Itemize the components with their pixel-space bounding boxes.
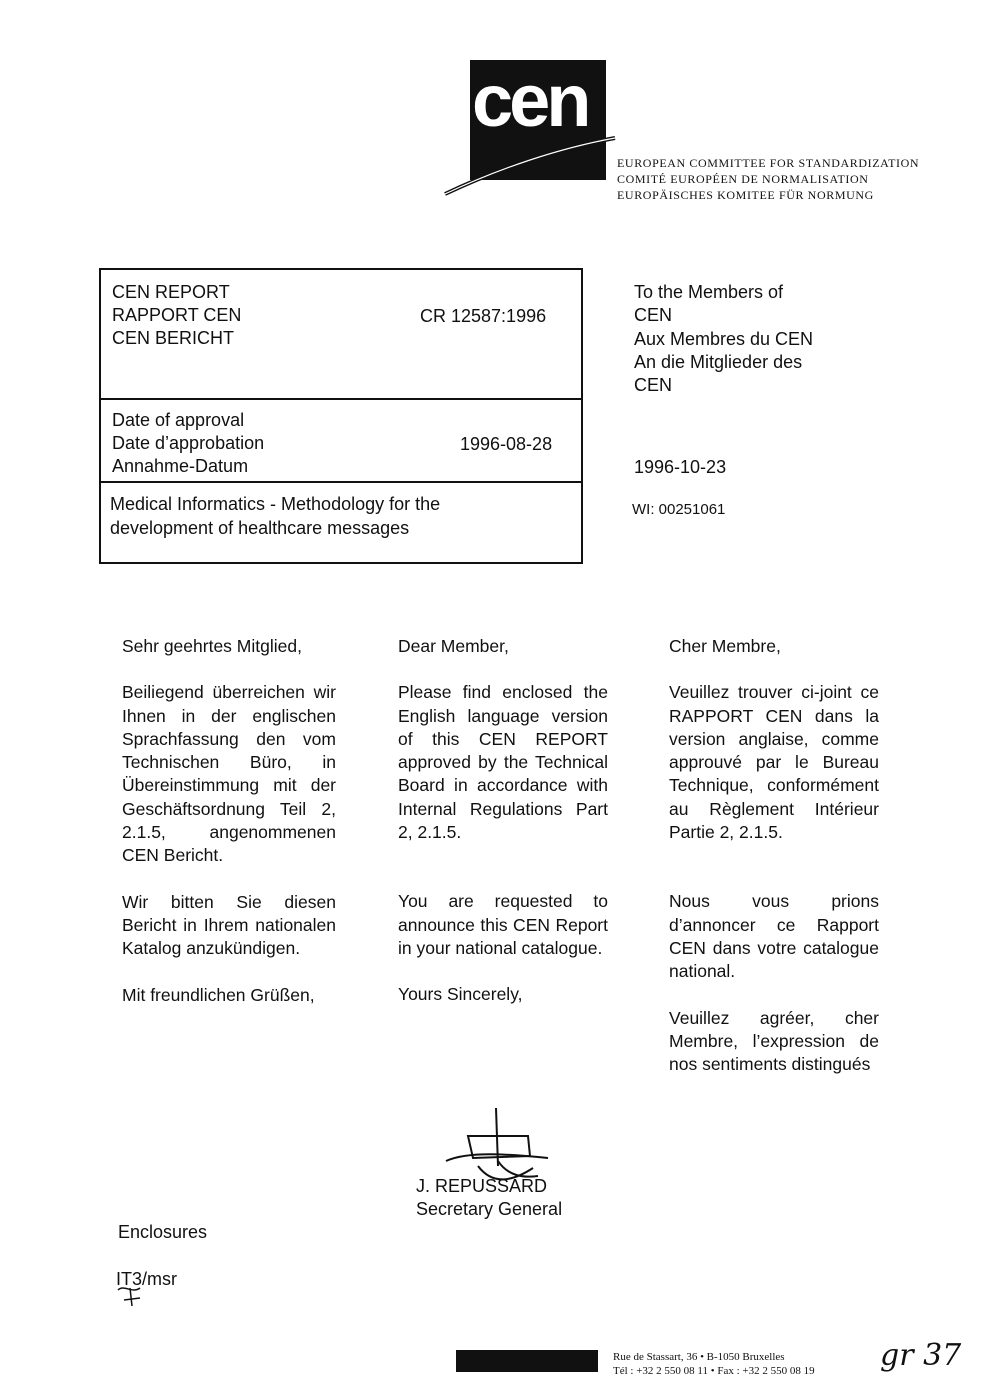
closing-fr: Veuillez agréer, cher Membre, l’expression de nos sentiments distingués xyxy=(669,1007,879,1075)
salutation-en: Dear Member, xyxy=(398,636,509,656)
paragraph1-en: Please find enclosed the English language version of this CEN REPORT approved by the Technical Board in accordance with Internal Regulations Part 2, 2.1.5. xyxy=(398,682,608,843)
signatory-name: J. REPUSSARD xyxy=(416,1176,548,1196)
paragraph2-fr: Nous vous prions d’annoncer ce Rapport CEN dans votre catalogue national. xyxy=(669,891,879,982)
footer-address: Rue de Stassart, 36 • B-1050 Bruxelles xyxy=(613,1351,785,1363)
org-name-de: EUROPÄISCHES KOMITEE FÜR NORMUNG xyxy=(617,188,874,202)
closing-en: Yours Sincerely, xyxy=(398,984,523,1005)
salutation-de: Sehr geehrtes Mitglied, xyxy=(122,636,302,656)
cen-logo-text: cen xyxy=(472,59,588,142)
approval-label-en: Date of approval xyxy=(112,410,245,430)
initials-scribble-icon xyxy=(114,1282,154,1308)
signatory-title: Secretary General xyxy=(416,1199,563,1219)
salutation-fr: Cher Membre, xyxy=(669,636,781,656)
handwritten-note: gr 37 xyxy=(880,1338,962,1373)
report-title-line2: development of healthcare messages xyxy=(110,518,410,538)
footer-bar xyxy=(456,1350,598,1372)
org-name-fr: COMITÉ EUROPÉEN DE NORMALISATION xyxy=(617,172,869,186)
letter-date: 1996-10-23 xyxy=(634,457,727,477)
letter-column-en xyxy=(398,635,608,1007)
paragraph1-de: Beiliegend überreichen wir Ihnen in der englischen Sprachfassung den vom Technischen Büro, in Übereinstimmung mit der Geschäftsordnung Teil 2, 2.1.5, angenommenen CEN Bericht. xyxy=(122,682,336,866)
approval-label-de: Annahme-Datum xyxy=(112,456,249,476)
report-title-line1: Medical Informatics - Methodology for the xyxy=(110,494,441,514)
letter-column-de xyxy=(122,635,336,1007)
paragraph1-fr: Veuillez trouver ci-joint ce RAPPORT CEN dans la version anglaise, comme approuvé par le Bureau Technique, conformément au Règlement Intérieur Partie 2, 2.1.5. xyxy=(669,682,879,843)
reference-initials: IT3/msr xyxy=(116,1269,177,1289)
approval-label-fr: Date d’approbation xyxy=(112,433,265,453)
recipients-line5: CEN xyxy=(634,375,673,395)
paragraph2-en: You are requested to announce this CEN Report in your national catalogue. xyxy=(398,891,608,958)
report-number: CR 12587:1996 xyxy=(420,306,547,326)
report-type-en: CEN REPORT xyxy=(112,282,230,302)
recipients-line3: Aux Membres du CEN xyxy=(634,329,814,349)
paragraph2-de: Wir bitten Sie diesen Bericht in Ihrem nationalen Katalog anzukündigen. xyxy=(122,891,336,959)
recipients-line2: CEN xyxy=(634,305,673,325)
letter-column-fr xyxy=(669,635,879,1076)
logo-swoosh-icon xyxy=(440,110,620,200)
report-type-fr: RAPPORT CEN xyxy=(112,305,242,325)
recipients-line4: An die Mitglieder des xyxy=(634,352,803,372)
enclosures: Enclosures xyxy=(118,1222,208,1242)
footer-phone: Tél : +32 2 550 08 11 • Fax : +32 2 550 08 19 xyxy=(613,1365,815,1377)
org-name-en: EUROPEAN COMMITTEE FOR STANDARDIZATION xyxy=(617,156,920,170)
report-type-de: CEN BERICHT xyxy=(112,328,235,348)
wi-number: WI: 00251061 xyxy=(632,501,726,518)
approval-date: 1996-08-28 xyxy=(460,434,553,454)
closing-de: Mit freundlichen Grüßen, xyxy=(122,984,315,1005)
recipients-line1: To the Members of xyxy=(634,282,784,302)
